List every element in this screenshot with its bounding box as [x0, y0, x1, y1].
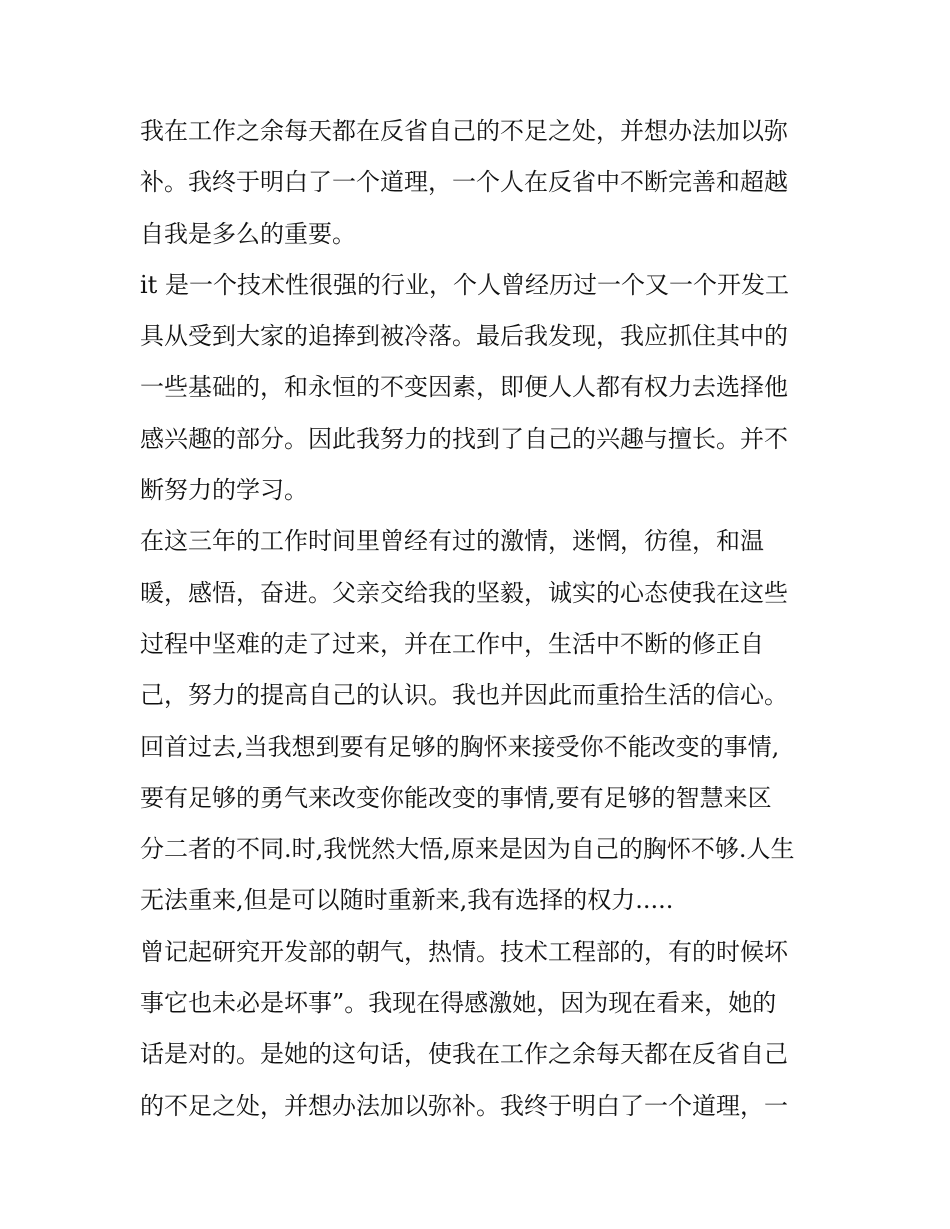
text-line: 话是对的。是她的这句话，使我在工作之余每天都在反省自己: [140, 1040, 788, 1069]
text-line: 过程中坚难的走了过来，并在工作中，生活中不断的修正自: [140, 629, 764, 658]
text-line: 自我是多么的重要。: [140, 219, 356, 248]
text-line: 感兴趣的部分。因此我努力的找到了自己的兴趣与擅长。并不: [140, 424, 788, 453]
text-line: 断努力的学习。: [140, 476, 308, 505]
text-line: 要有足够的勇气来改变你能改变的事情,要有足够的智慧来区: [140, 783, 772, 812]
text-line: 的不足之处，并想办法加以弥补。我终于明白了一个道理，一: [140, 1091, 788, 1120]
text-line: 我在工作之余每天都在反省自己的不足之处，并想办法加以弥: [140, 117, 788, 145]
document-body: [140, 106, 820, 1132]
text-line: 补。我终于明白了一个道理，一个人在反省中不断完善和超越: [140, 168, 788, 197]
text-line: it 是一个技术性很强的行业，个人曾经历过一个又一个开发工: [140, 270, 789, 299]
text-line: 己，努力的提高自己的认识。我也并因此而重拾生活的信心。: [140, 681, 788, 710]
text-line: 事它也未必是坏事”。我现在得感激她，因为现在看来，她的: [140, 989, 777, 1018]
text-line: 一些基础的，和永恒的不变因素，即便人人都有权力去选择他: [140, 373, 788, 402]
text-line: 曾记起研究开发部的朝气，热情。技术工程部的，有的时候坏: [140, 937, 788, 966]
text-line: 暖，感悟，奋进。父亲交给我的坚毅，诚实的心态使我在这些: [140, 578, 788, 607]
text-line: 分二者的不同.时,我恍然大悟,原来是因为自己的胸怀不够.人生: [140, 835, 795, 864]
text-line: 无法重来,但是可以随时重新来,我有选择的权力.....: [140, 886, 674, 915]
text-line: 回首过去,当我想到要有足够的胸怀来接受你不能改变的事情,: [140, 732, 780, 761]
text-line: 具从受到大家的追捧到被冷落。最后我发现，我应抓住其中的: [140, 322, 788, 351]
text-line: 在这三年的工作时间里曾经有过的激情，迷惘，彷徨，和温: [140, 527, 764, 556]
